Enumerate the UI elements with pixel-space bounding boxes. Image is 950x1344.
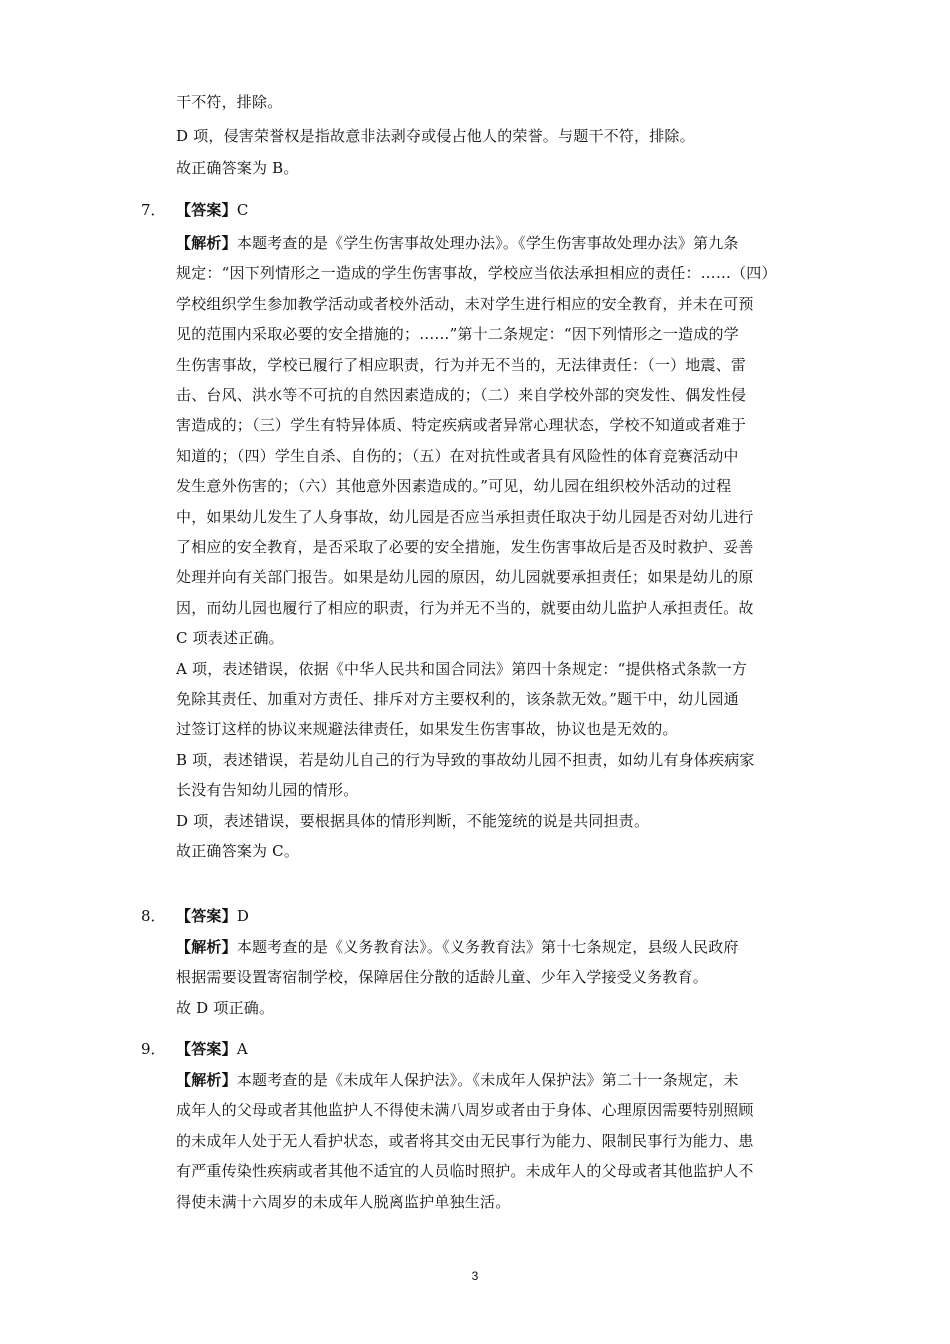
analysis-tag: 【解析】: [176, 1071, 237, 1089]
answer-line: [176, 200, 249, 220]
answer-value: C: [236, 201, 249, 219]
text-line: 干不符，排除。: [176, 93, 283, 111]
text-line: 发生意外伤害的；（六）其他意外因素造成的。”可见，幼儿园在组织校外活动的过程: [176, 477, 732, 495]
text-line: 生伤害事故，学校已履行了相应职责，行为并无不当的，无法律责任：（一）地震、雷: [176, 356, 747, 374]
analysis-text: 本题考查的是《义务教育法》。《义务教育法》第十七条规定，县级人民政府: [236, 938, 739, 956]
answer-value: D: [236, 907, 250, 925]
question-number: 7．: [141, 201, 166, 219]
text-line: 过签订这样的协议来规避法律责任，如果发生伤害事故，协议也是无效的。: [176, 720, 678, 738]
text-line: 中，如果幼儿发生了人身事故，幼儿园是否应当承担责任取决于幼儿园是否对幼儿进行: [176, 508, 754, 526]
analysis-first-line: [176, 233, 739, 253]
answer-tag: 【答案】: [176, 907, 237, 925]
text-line: 学校组织学生参加教学活动或者校外活动，未对学生进行相应的安全教育，并未在可预: [176, 295, 754, 313]
text-line: 击、台风、洪水等不可抗的自然因素造成的；（二）来自学校外部的突发性、偶发性侵: [176, 386, 747, 404]
text-line: D 项，侵害荣誉权是指故意非法剥夺或侵占他人的荣誉。与题干不符，排除。: [176, 127, 695, 145]
text-line: 见的范围内采取必要的安全措施的；……”第十二条规定：“因下列情形之一造成的学: [176, 325, 739, 343]
text-line: 处理并向有关部门报告。如果是幼儿园的原因，幼儿园就要承担责任；如果是幼儿的原: [176, 568, 754, 586]
text-line: 故正确答案为 B。: [176, 159, 299, 177]
text-line: B 项，表述错误，若是幼儿自己的行为导致的事故幼儿园不担责，如幼儿有身体疾病家: [176, 751, 755, 769]
text-line: 知道的；（四）学生自杀、自伤的；（五）在对抗性或者具有风险性的体育竞赛活动中: [176, 447, 739, 465]
text-line: 害造成的；（三）学生有特异体质、特定疾病或者异常心理状态，学校不知道或者难于: [176, 416, 747, 434]
answer-line: [176, 1039, 248, 1059]
analysis-first-line: [176, 937, 739, 957]
text-line: 的未成年人处于无人看护状态，或者将其交由无民事行为能力、限制民事行为能力、患: [176, 1132, 754, 1150]
question-number: 8．: [141, 907, 166, 925]
analysis-text: 本题考查的是《未成年人保护法》。《未成年人保护法》第二十一条规定，未: [236, 1071, 739, 1089]
text-line: 免除其责任、加重对方责任、排斥对方主要权利的，该条款无效。”题干中，幼儿园通: [176, 690, 739, 708]
analysis-tag: 【解析】: [176, 234, 237, 252]
question-number: 9．: [141, 1040, 166, 1058]
text-line: 故正确答案为 C。: [176, 842, 300, 860]
analysis-tag: 【解析】: [176, 938, 237, 956]
text-line: 故 D 项正确。: [176, 999, 275, 1017]
text-line: D 项，表述错误，要根据具体的情形判断，不能笼统的说是共同担责。: [176, 812, 650, 830]
text-line: 得使未满十六周岁的未成年人脱离监护单独生活。: [176, 1193, 511, 1211]
answer-tag: 【答案】: [176, 201, 237, 219]
answer-value: A: [236, 1040, 248, 1058]
text-line: 了相应的安全教育，是否采取了必要的安全措施，发生伤害事故后是否及时救护、妥善: [176, 538, 754, 556]
text-line: 规定：“因下列情形之一造成的学生伤害事故，学校应当依法承担相应的责任：……（四）: [176, 264, 777, 282]
analysis-text: 本题考查的是《学生伤害事故处理办法》。《学生伤害事故处理办法》第九条: [236, 234, 739, 252]
text-line: 因，而幼儿园也履行了相应的职责，行为并无不当的，就要由幼儿监护人承担责任。故: [176, 599, 754, 617]
text-line: A 项，表述错误，依据《中华人民共和国合同法》第四十条规定：“提供格式条款一方: [176, 660, 748, 678]
text-line: 成年人的父母或者其他监护人不得使未满八周岁或者由于身体、心理原因需要特别照顾: [176, 1101, 754, 1119]
analysis-first-line: [176, 1070, 739, 1090]
text-line: 有严重传染性疾病或者其他不适宜的人员临时照护。未成年人的父母或者其他监护人不: [176, 1162, 754, 1180]
answer-tag: 【答案】: [176, 1040, 237, 1058]
text-line: C 项表述正确。: [176, 629, 284, 647]
text-line: 长没有告知幼儿园的情形。: [176, 781, 359, 799]
answer-line: [176, 906, 249, 926]
text-line: 根据需要设置寄宿制学校，保障居住分散的适龄儿童、少年入学接受义务教育。: [176, 968, 709, 986]
page-number: 3: [471, 1269, 479, 1283]
